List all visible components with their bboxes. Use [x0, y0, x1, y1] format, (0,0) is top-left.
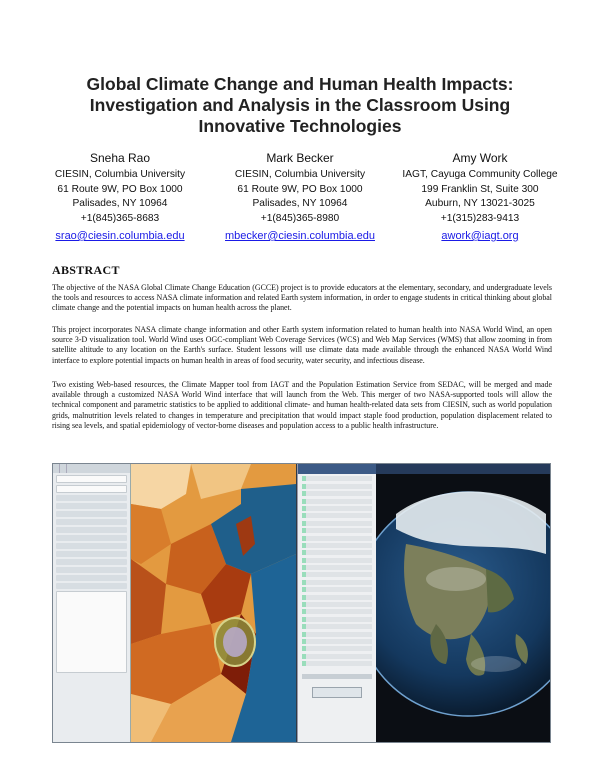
panel-row: [56, 551, 127, 557]
panel-row: [56, 511, 127, 517]
layer-item[interactable]: [302, 558, 372, 563]
author-address-2: Palisades, NY 10964: [72, 198, 168, 209]
layer-item[interactable]: [302, 602, 372, 607]
panel-row: [56, 519, 127, 525]
author-email-link[interactable]: mbecker@ciesin.columbia.edu: [225, 230, 375, 242]
apply-button[interactable]: [312, 687, 362, 698]
layer-item[interactable]: [302, 543, 372, 548]
author-org: CIESIN, Columbia University: [54, 169, 186, 180]
layer-control-panel: [53, 464, 131, 742]
layer-item[interactable]: [302, 491, 372, 496]
author-org: IAGT, Cayuga Community College: [402, 169, 558, 180]
panel-row: [56, 567, 127, 573]
layer-item[interactable]: [302, 639, 372, 644]
author-name: Amy Work: [452, 151, 508, 165]
paper-title: [60, 74, 540, 137]
panel-tabs: [53, 464, 130, 473]
author-email-link[interactable]: srao@ciesin.columbia.edu: [55, 230, 185, 242]
layer-item[interactable]: [302, 572, 372, 577]
layer-item[interactable]: [302, 580, 372, 585]
author-org: CIESIN, Columbia University: [234, 169, 366, 180]
author-3: [390, 150, 570, 244]
abstract-heading: ABSTRACT: [52, 263, 120, 277]
panel-tab[interactable]: [60, 464, 67, 473]
abstract-paragraph-3: Two existing Web-based resources, the Climate Mapper tool from IAGT and the Population Estimation Service from SEDAC, will be merged and made available through a customized NASA World Wind interface that will launch from the Web. This merger of two NASA-supported tools will allow the technical component and parametric statistics to be applied to additional climate- and human health-related data sets from CIESIN, such as world population grids, malnutrition levels related to changes in temperature and precipitation that would impact staple food production, population displacement related to rising sea levels, and spatial epidemiology of vector-borne diseases and population access to a public health infrastructure.: [52, 380, 552, 430]
panel-field[interactable]: [56, 485, 127, 493]
globe-image: [376, 474, 550, 742]
layer-item[interactable]: [302, 617, 372, 622]
panel-row: [56, 575, 127, 581]
globe-toolbar: [376, 464, 550, 474]
layer-item[interactable]: [302, 609, 372, 614]
layer-item[interactable]: [302, 521, 372, 526]
author-phone: +1(845)365-8980: [260, 212, 340, 224]
author-address-1: 61 Route 9W, PO Box 1000: [237, 183, 363, 195]
abstract-paragraph-2: This project incorporates NASA climate change information and other Earth system information related to human health into NASA World Wind, an open source 3-D visualization tool. World Wind uses OGC-compliant Web Coverage Services (WCS) and Web Map Services (WMS) that allow zooming in from satellite altitude to any location on the Earth's surface. Student lessons will use climate data made available through the enhanced NASA World Wind interface to explore potential impacts on human health in areas of food security, water security, and infectious disease.: [52, 325, 552, 365]
layer-item[interactable]: [302, 513, 372, 518]
layer-item[interactable]: [302, 654, 372, 659]
author-address-1: 61 Route 9W, PO Box 1000: [57, 183, 183, 195]
population-map-image: [131, 464, 296, 742]
screenshot-figure: [52, 463, 551, 743]
layer-list-panel: [297, 464, 377, 742]
layer-item[interactable]: [302, 595, 372, 600]
author-name: Mark Becker: [266, 151, 334, 165]
layer-item[interactable]: [302, 484, 372, 489]
abstract-paragraph-1: The objective of the NASA Global Climate Change Education (GCCE) project is to provide educators at the elementary, secondary, and undergraduate levels the tools and resources to access NASA climate information and related Earth system information, in order to engage students in critical thinking about global climate change and the potential impacts on human health across the planet.: [52, 283, 552, 313]
panel-row: [56, 503, 127, 509]
population-map[interactable]: [131, 464, 296, 742]
panel-field[interactable]: [56, 475, 127, 483]
panel-row: [56, 527, 127, 533]
layer-item[interactable]: [302, 528, 372, 533]
results-list: [56, 591, 127, 673]
layer-item[interactable]: [302, 646, 372, 651]
layer-item[interactable]: [302, 536, 372, 541]
layer-item[interactable]: [302, 499, 372, 504]
author-address-2: Auburn, NY 13021-3025: [425, 198, 535, 209]
author-block: [30, 150, 570, 244]
title-line-1: Global Climate Change and Human Health Impacts:: [86, 74, 514, 94]
author-email-link[interactable]: awork@iagt.org: [441, 230, 519, 242]
opacity-slider[interactable]: [302, 674, 372, 679]
panel-tab[interactable]: [53, 464, 60, 473]
title-line-3: Innovative Technologies: [198, 116, 402, 136]
author-name: Sneha Rao: [89, 151, 151, 165]
panel-row: [56, 583, 127, 589]
panel-row: [56, 543, 127, 549]
layer-item[interactable]: [302, 476, 372, 481]
title-line-2: Investigation and Analysis in the Classroom Using: [89, 95, 511, 115]
layer-list-header: [298, 464, 376, 474]
layer-item[interactable]: [302, 624, 372, 629]
layer-item[interactable]: [302, 550, 372, 555]
author-phone: +1(845)365-8683: [80, 212, 160, 224]
author-address-1: 199 Franklin St, Suite 300: [421, 183, 539, 195]
layer-item[interactable]: [302, 661, 372, 666]
author-phone: +1(315)283-9413: [440, 212, 520, 224]
author-address-2: Palisades, NY 10964: [252, 198, 348, 209]
panel-row: [56, 495, 127, 501]
layer-item[interactable]: [302, 632, 372, 637]
layer-item[interactable]: [302, 506, 372, 511]
layer-item[interactable]: [302, 565, 372, 570]
layer-item[interactable]: [302, 587, 372, 592]
author-1: [30, 150, 210, 244]
panel-row: [56, 559, 127, 565]
panel-row: [56, 535, 127, 541]
author-2: [210, 150, 390, 244]
globe-view[interactable]: [376, 464, 550, 742]
